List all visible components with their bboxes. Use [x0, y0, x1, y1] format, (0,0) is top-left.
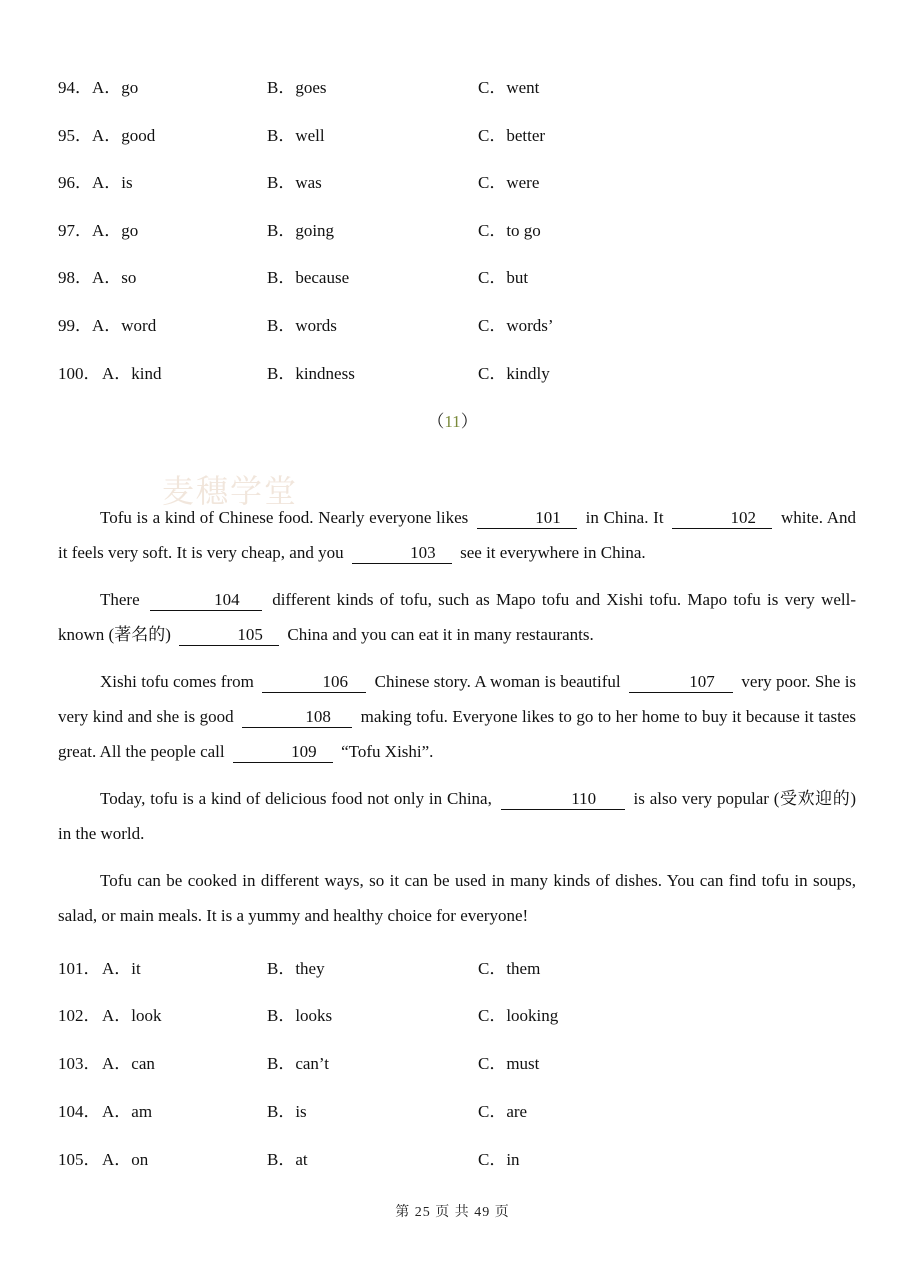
question-number: 103． — [58, 1054, 101, 1073]
option-b: B．goes — [267, 78, 327, 97]
question-104 — [58, 1099, 528, 1125]
blank-110: 110 — [501, 789, 625, 810]
page-footer: 第 25 页 共 49 页 — [395, 1205, 510, 1220]
option-b: B．words — [267, 316, 337, 335]
question-number: 95． — [58, 126, 92, 145]
option-a: A．am — [102, 1102, 153, 1121]
section-close-paren: ） — [460, 412, 478, 431]
paragraph-1 — [58, 500, 856, 570]
passage-text: Tofu is a kind of Chinese food. Nearly everyone likes — [100, 508, 469, 527]
passage-text: There — [100, 590, 140, 609]
section-number: 11 — [444, 412, 461, 431]
question-97 — [58, 218, 541, 244]
section-heading — [0, 409, 905, 435]
question-number: 98． — [58, 268, 92, 287]
option-b: B．they — [267, 959, 325, 978]
blank-108: 108 — [242, 707, 352, 728]
blank-102: 102 — [672, 508, 772, 529]
question-101 — [58, 956, 541, 982]
passage-text: Xishi tofu comes from — [100, 672, 254, 691]
question-number: 99． — [58, 316, 92, 335]
option-b: B．was — [267, 173, 322, 192]
option-a: A．kind — [102, 364, 162, 383]
question-100 — [58, 361, 550, 387]
option-b: B．can’t — [267, 1054, 330, 1073]
question-98 — [58, 265, 529, 291]
question-95 — [58, 123, 546, 149]
option-a: A．can — [102, 1054, 155, 1073]
option-b: B．at — [267, 1150, 308, 1169]
passage-text: Today, tofu is a kind of delicious food not only in China, — [100, 789, 492, 808]
passage-text: see it everywhere in China. — [460, 543, 646, 562]
option-c: C．were — [478, 173, 540, 192]
passage-text: white. And it feels very soft. It is very cheap, and you — [58, 508, 857, 562]
blank-107: 107 — [629, 672, 733, 693]
option-a: A．go — [92, 78, 139, 97]
question-102 — [58, 1003, 559, 1029]
question-103 — [58, 1051, 540, 1077]
option-c: C．to go — [478, 221, 541, 240]
question-number: 101． — [58, 959, 101, 978]
paragraph-4 — [58, 781, 856, 851]
option-a: A．word — [92, 316, 157, 335]
blank-103: 103 — [352, 543, 452, 564]
passage-text: China and you can eat it in many restaurants. — [287, 625, 594, 644]
option-c: C．better — [478, 126, 546, 145]
cloze-passage — [58, 500, 856, 933]
watermark: 麦穗学堂 — [162, 472, 299, 510]
blank-109: 109 — [233, 742, 333, 763]
option-b: B．looks — [267, 1006, 333, 1025]
option-b: B．kindness — [267, 364, 355, 383]
passage-text: “Tofu Xishi”. — [341, 742, 434, 761]
option-a: A．so — [92, 268, 137, 287]
option-c: C．words’ — [478, 316, 554, 335]
passage-text: Tofu can be cooked in different ways, so it can be used in many kinds of dishes. You can find tofu in soups, salad, or main meals. It is a yummy and healthy choice for everyone! — [58, 871, 856, 925]
option-c: C．are — [478, 1102, 528, 1121]
question-number: 94． — [58, 78, 92, 97]
option-c: C．in — [478, 1150, 520, 1169]
option-c: C．looking — [478, 1006, 559, 1025]
option-a: A．on — [102, 1150, 149, 1169]
blank-104: 104 — [150, 590, 262, 611]
passage-text: Chinese story. A woman is beautiful — [374, 672, 621, 691]
option-b: B．is — [267, 1102, 307, 1121]
option-a: A．is — [92, 173, 133, 192]
passage-text: making tofu. Everyone likes to go to her home to buy it because it tastes great. All the people call — [58, 707, 856, 761]
option-c: C．kindly — [478, 364, 550, 383]
option-a: A．look — [102, 1006, 162, 1025]
question-number: 102． — [58, 1006, 101, 1025]
option-b: B．well — [267, 126, 325, 145]
option-c: C．went — [478, 78, 540, 97]
blank-106: 106 — [262, 672, 366, 693]
section-open-paren: （ — [427, 412, 445, 431]
option-a: A．good — [92, 126, 156, 145]
option-c: C．but — [478, 268, 529, 287]
paragraph-5 — [58, 863, 856, 933]
question-105 — [58, 1147, 520, 1173]
paragraph-3 — [58, 664, 856, 769]
passage-text: different kinds of tofu, such as Mapo tofu and Xishi tofu. Mapo tofu is very well-known (著名的) — [58, 590, 857, 644]
question-number: 105． — [58, 1150, 101, 1169]
option-a: A．it — [102, 959, 141, 978]
option-a: A．go — [92, 221, 139, 240]
question-number: 100． — [58, 364, 101, 383]
question-number: 96． — [58, 173, 92, 192]
passage-text: very poor. She is very kind and she is good — [58, 672, 857, 726]
blank-101: 101 — [477, 508, 577, 529]
question-number: 97． — [58, 221, 92, 240]
passage-text: is also very popular (受欢迎的) in the world. — [58, 789, 857, 843]
paragraph-2 — [58, 582, 856, 652]
blank-105: 105 — [179, 625, 279, 646]
passage-text: in China. It — [585, 508, 664, 527]
option-c: C．them — [478, 959, 541, 978]
option-c: C．must — [478, 1054, 540, 1073]
question-number: 104． — [58, 1102, 101, 1121]
question-96 — [58, 170, 540, 196]
option-b: B．because — [267, 268, 350, 287]
question-99 — [58, 313, 554, 339]
question-94 — [58, 75, 540, 101]
option-b: B．going — [267, 221, 335, 240]
